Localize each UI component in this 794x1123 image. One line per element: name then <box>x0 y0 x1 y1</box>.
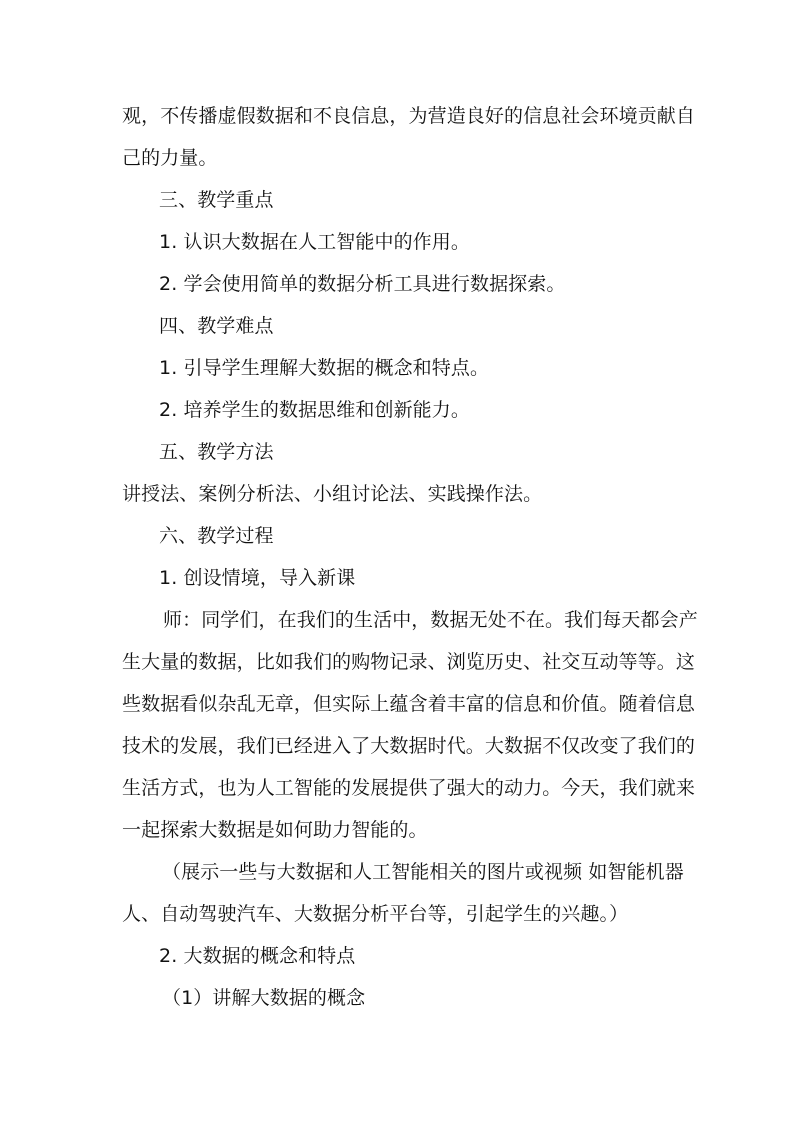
paragraph-line: 生大量的数据，比如我们的购物记录、浏览历史、社交互动等等。这 <box>122 651 696 673</box>
subheading: （1）讲解大数据的概念 <box>162 987 366 1009</box>
section-heading-process: 六、教学过程 <box>159 525 274 547</box>
section-heading-difficulties: 四、教学难点 <box>159 315 274 337</box>
subheading: 2. 大数据的概念和特点 <box>159 945 356 967</box>
paragraph-line: 些数据看似杂乱无章，但实际上蕴含着丰富的信息和价值。随着信息 <box>122 693 696 715</box>
paragraph-line: 技术的发展，我们已经进入了大数据时代。大数据不仅改变了我们的 <box>122 735 696 757</box>
list-item: 1. 认识大数据在人工智能中的作用。 <box>159 231 470 253</box>
subheading: 1. 创设情境，导入新课 <box>159 567 356 589</box>
section-heading-methods: 五、教学方法 <box>159 441 274 463</box>
paragraph-line: 讲授法、案例分析法、小组讨论法、实践操作法。 <box>122 483 543 505</box>
paragraph-line: 生活方式，也为人工智能的发展提供了强大的动力。今天，我们就来 <box>122 777 696 799</box>
list-item: 2. 学会使用简单的数据分析工具进行数据探索。 <box>159 273 566 295</box>
list-item: 2. 培养学生的数据思维和创新能力。 <box>159 399 470 421</box>
paragraph-line: 师：同学们，在我们的生活中，数据无处不在。我们每天都会产 <box>163 609 698 631</box>
paragraph-line: 人、自动驾驶汽车、大数据分析平台等，引起学生的兴趣。） <box>122 903 629 925</box>
paragraph-line: （展示一些与大数据和人工智能相关的图片或视频 如智能机器 <box>162 861 684 883</box>
list-item: 1. 引导学生理解大数据的概念和特点。 <box>159 357 490 379</box>
section-heading-key-points: 三、教学重点 <box>159 189 274 211</box>
paragraph-line: 一起探索大数据是如何助力智能的。 <box>122 819 428 841</box>
paragraph-line: 观，不传播虚假数据和不良信息，为营造良好的信息社会环境贡献自 <box>122 105 696 127</box>
paragraph-line: 己的力量。 <box>122 147 218 169</box>
